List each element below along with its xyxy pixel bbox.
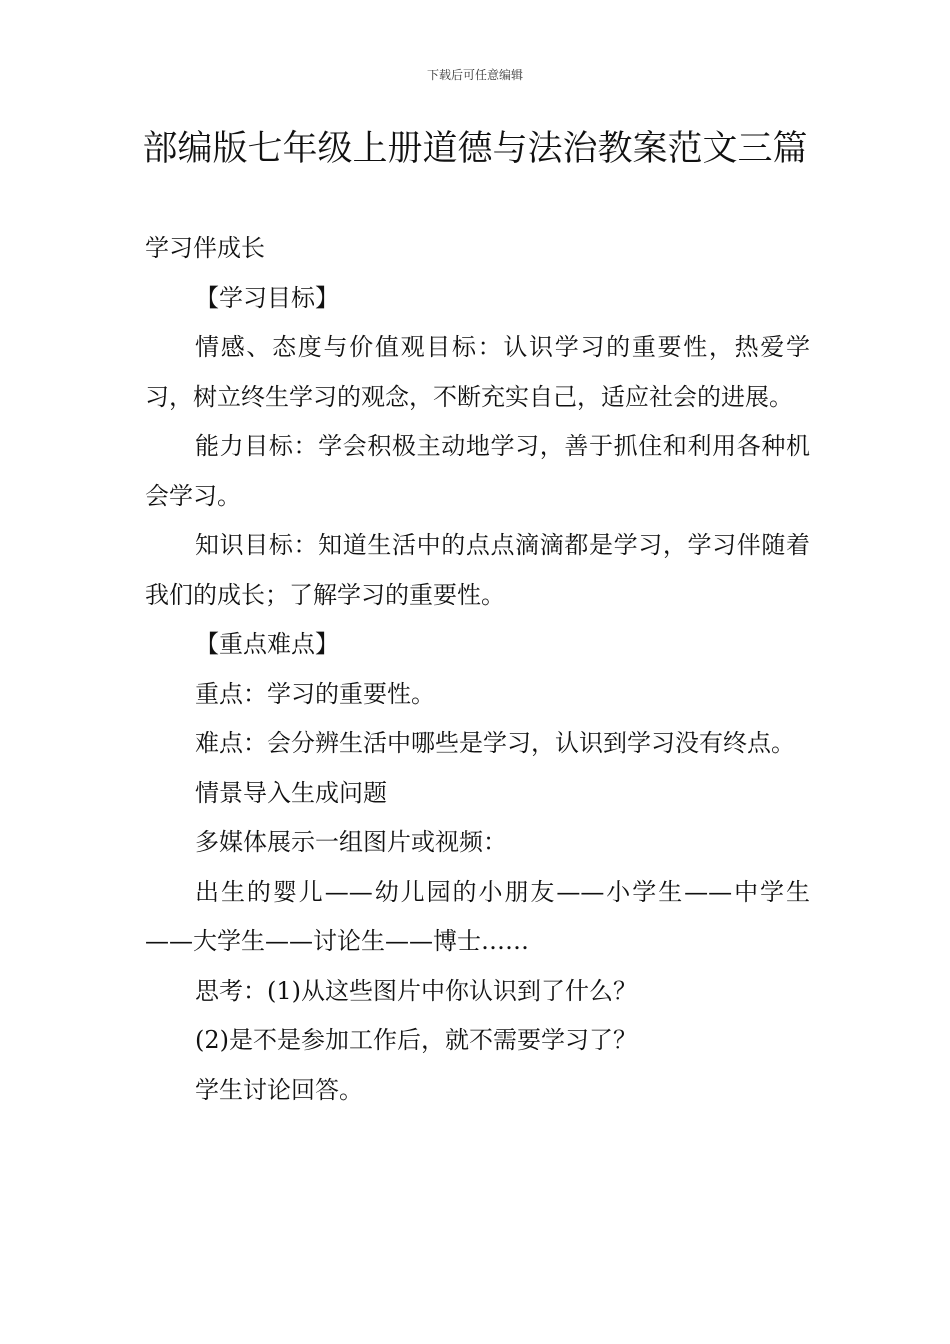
document-body	[145, 224, 810, 1115]
paragraph: 出生的婴儿——幼儿园的小朋友——小学生——中学生——大学生——讨论生——博士……	[145, 877, 810, 955]
document-title: 部编版七年级上册道德与法治教案范文三篇	[142, 129, 808, 169]
paragraph: 【重点难点】	[195, 630, 339, 658]
paragraph: 情感、态度与价值观目标：认识学习的重要性，热爱学习，树立终生学习的观念，不断充实自己，适应社会的进展。	[145, 333, 810, 411]
paragraph: 【学习目标】	[195, 283, 339, 312]
paragraph: 学习伴成长	[145, 234, 265, 262]
paragraph: 重点：学习的重要性。	[195, 679, 435, 708]
paragraph: 多媒体展示一组图片或视频：	[195, 828, 507, 856]
paragraph: 难点：会分辨生活中哪些是学习，认识到学习没有终点。	[195, 729, 795, 757]
paragraph: 情景导入生成问题	[195, 778, 387, 807]
header-note: 下载后可任意编辑	[426, 68, 523, 82]
paragraph: 知识目标：知道生活中的点点滴滴都是学习，学习伴随着我们的成长；了解学习的重要性。	[145, 531, 810, 609]
paragraph: 思考：(1)从这些图片中你认识到了什么？	[195, 976, 637, 1005]
paragraph: 能力目标：学会积极主动地学习，善于抓住和利用各种机会学习。	[145, 432, 810, 510]
paragraph: 学生讨论回答。	[195, 1075, 363, 1104]
paragraph: (2)是不是参加工作后，就不需要学习了？	[195, 1026, 637, 1054]
